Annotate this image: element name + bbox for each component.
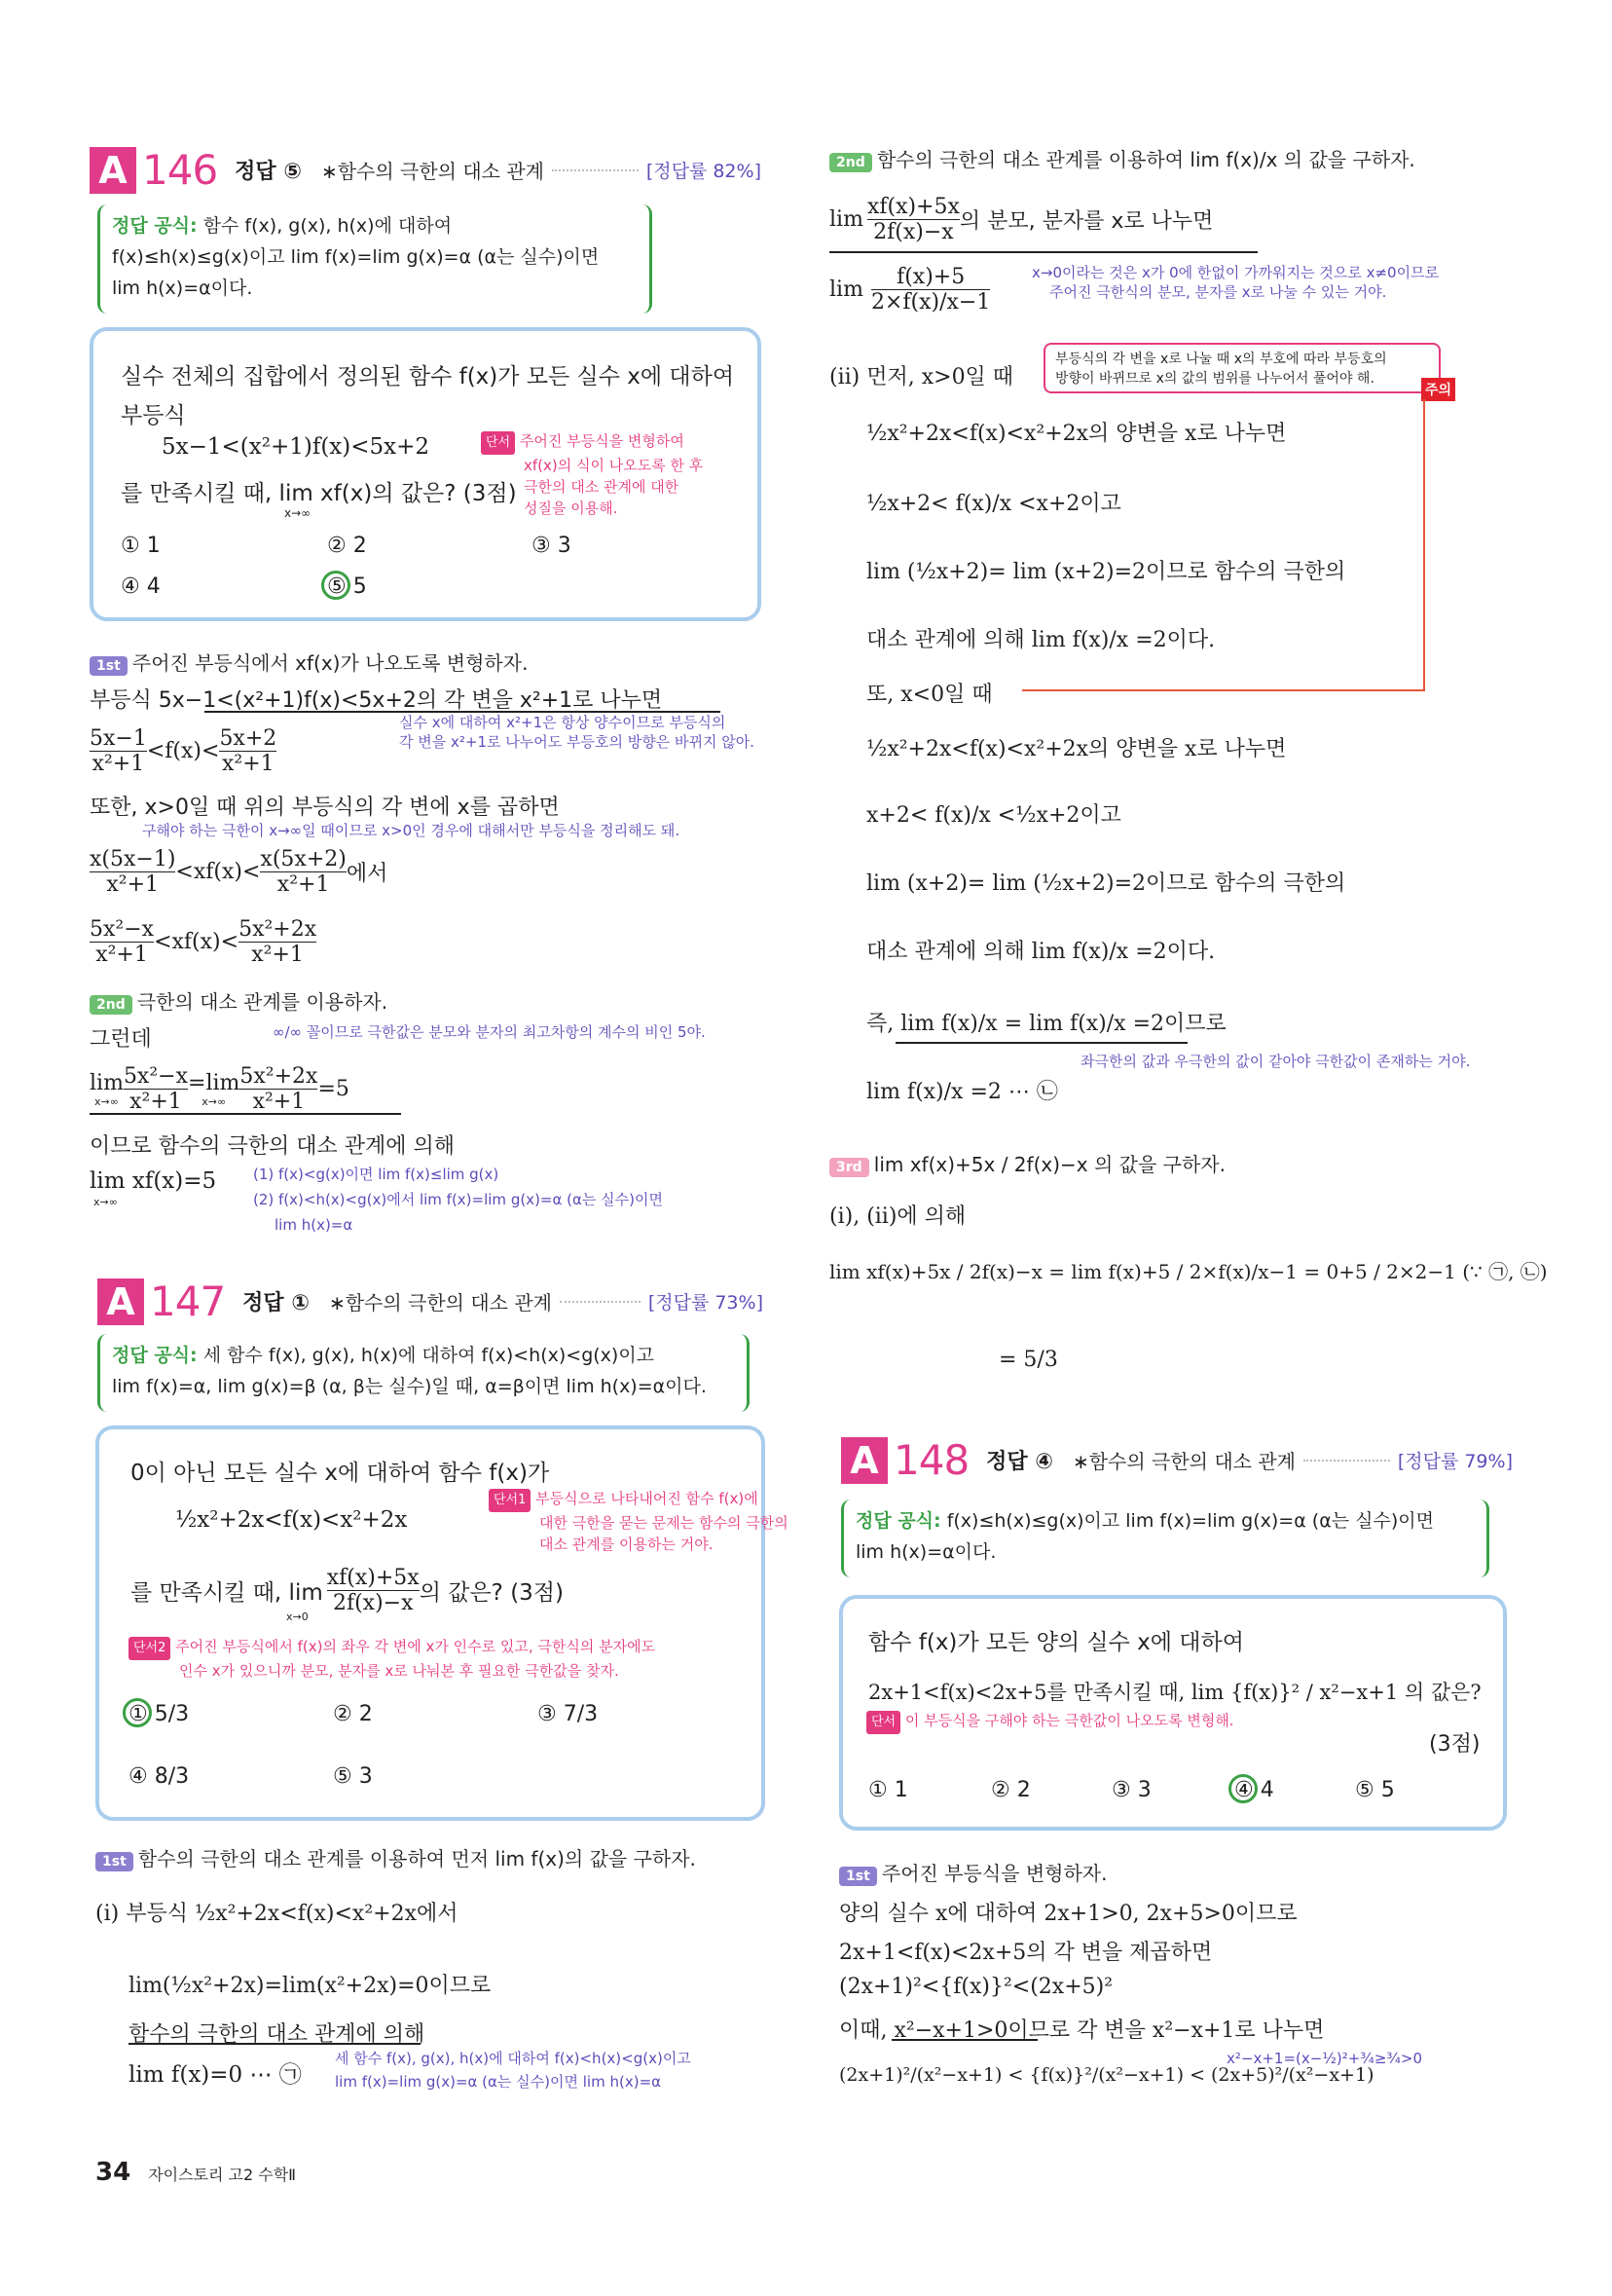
hint-text: 극한의 대소 관계에 대한 xyxy=(524,478,679,496)
lim-text: lim xyxy=(829,207,863,232)
question-text: 부등식 xyxy=(121,403,186,428)
formula-label: 정답 공식: xyxy=(112,215,198,237)
denominator: x²+1 xyxy=(124,1089,188,1114)
formula-box xyxy=(97,204,652,314)
problem-148-header xyxy=(841,1436,1513,1484)
step-title: 극한의 대소 관계를 이용하자. xyxy=(136,990,388,1014)
solution-line: (2x+1)²/(x²−x+1) < {f(x)}²/(x²−x+1) < (2x+5)²/(x²−x+1) xyxy=(839,2064,1374,2086)
fraction xyxy=(90,917,154,967)
numerator: xf(x)+5x xyxy=(866,195,960,219)
result-line: lim f(x)/x =2 ⋯ ㉡ xyxy=(866,1080,1058,1104)
choice-2[interactable]: ② 2 xyxy=(327,534,367,558)
fraction xyxy=(124,1064,188,1114)
step-badge: 2nd xyxy=(90,995,132,1015)
limit-subscript: x→0 xyxy=(286,1611,309,1623)
question-inequality: 5x−1<(x²+1)f(x)<5x+2 xyxy=(162,434,430,460)
note-text: lim h(x)=α xyxy=(275,1216,353,1234)
question-inequality: ½x²+2x<f(x)<x²+2x xyxy=(175,1507,408,1533)
numerator: x(5x−1) xyxy=(90,847,176,871)
choice-5[interactable]: ⑤ 3 xyxy=(333,1764,373,1789)
problem-box xyxy=(839,1595,1507,1831)
formula-line: lim h(x)=α이다. xyxy=(856,1541,997,1563)
numerator: 5x²+2x xyxy=(239,1064,318,1089)
limit-operator xyxy=(188,1071,239,1108)
solution-line: lim(½x²+2x)=lim(x²+2x)=0이므로 xyxy=(128,1974,492,1998)
numerator: 5x−1 xyxy=(90,726,147,751)
formula-label: 정답 공식: xyxy=(856,1510,941,1532)
answer-label: 정답 ④ xyxy=(986,1450,1053,1474)
limit-value: =5 xyxy=(317,1077,349,1101)
problem-box xyxy=(90,327,761,621)
formula-label: 정답 공식: xyxy=(112,1345,198,1366)
note-text: lim f(x)=lim g(x)=α (α는 실수)이면 lim h(x)=α xyxy=(335,2073,662,2091)
hint-text: xf(x)의 식이 나오도록 한 후 xyxy=(524,457,704,474)
step-title: 함수의 극한의 대소 관계를 이용하여 먼저 lim f(x)의 값을 구하자. xyxy=(137,1847,696,1870)
inequality-fraction xyxy=(90,847,387,897)
solution-line: 이므로 함수의 극한의 대소 관계에 의해 xyxy=(90,1134,455,1159)
correct-rate: [정답률 82%] xyxy=(645,161,761,182)
choice-3[interactable]: ③ 7/3 xyxy=(537,1702,599,1726)
page-number: 34 xyxy=(95,2158,131,2187)
choice-2[interactable]: ② 2 xyxy=(333,1702,373,1726)
question-text: 2x+1<f(x)<2x+5를 만족시킬 때, lim {f(x)}² / x²−x+1 의 값은? xyxy=(868,1681,1482,1704)
numerator: xf(x)+5x xyxy=(326,1566,420,1590)
numerator: 5x²+2x xyxy=(238,917,317,942)
problem-146-header xyxy=(90,146,761,194)
step-1-heading xyxy=(90,648,528,676)
step-badge: 3rd xyxy=(829,1158,869,1177)
step-2-heading xyxy=(829,144,1415,172)
hint-block xyxy=(489,1488,788,1555)
solution-line: 그런데 xyxy=(90,1027,152,1052)
limit-division-line xyxy=(829,195,1213,244)
denominator: 2×f(x)/x−1 xyxy=(870,290,991,315)
warning-text: 부등식의 각 변을 x로 나눌 때 x의 부호에 따라 부등호의 xyxy=(1055,352,1387,367)
numerator: x(5x+2) xyxy=(260,847,347,871)
page-footer xyxy=(95,2158,296,2187)
side-note xyxy=(1032,263,1439,302)
denominator: x²+1 xyxy=(90,942,154,967)
solution-line: (2x+1)²<{f(x)}²<(2x+5)² xyxy=(839,1975,1114,1999)
denominator: x²+1 xyxy=(239,1089,317,1114)
solution-line: 즉, lim f(x)/x = lim f(x)/x =2이므로 xyxy=(866,1012,1227,1036)
choice-3[interactable]: ③ 3 xyxy=(1112,1778,1152,1802)
solution-line: 2x+1<f(x)<2x+5의 각 변을 제곱하면 xyxy=(839,1941,1213,1965)
step-title: 주어진 부등식을 변형하자. xyxy=(881,1862,1108,1885)
step-badge: 1st xyxy=(90,656,128,676)
hint-block xyxy=(481,430,703,519)
choice-3[interactable]: ③ 3 xyxy=(531,534,571,558)
warning-box xyxy=(1044,343,1441,393)
step-title: lim xf(x)+5x / 2f(x)−x 의 값을 구하자. xyxy=(873,1153,1226,1176)
note-text: 실수 x에 대하여 x²+1은 항상 양수이므로 부등식의 xyxy=(399,714,726,731)
problem-letter-badge: A xyxy=(97,1278,144,1325)
solution-line: 양의 실수 x에 대하여 2x+1>0, 2x+5>0이므로 xyxy=(839,1902,1298,1926)
inequality-middle: <xf(x)< xyxy=(154,930,239,954)
question-text: 를 만족시킬 때, lim xf(x)의 값은? (3점) xyxy=(121,481,517,506)
limit-subscript: x→∞ xyxy=(284,506,311,520)
note-text: 세 함수 f(x), g(x), h(x)에 대하여 f(x)<h(x)<g(x)이고 xyxy=(335,2050,691,2067)
numerator: f(x)+5 xyxy=(897,265,966,289)
lim-sub: x→∞ xyxy=(94,1094,119,1108)
case-heading: (ii) 먼저, x>0일 때 xyxy=(829,365,1014,389)
hint-text: 인수 x가 있으니까 분모, 분자를 x로 나눠본 후 필요한 극한값을 찾자. xyxy=(179,1662,619,1680)
fraction xyxy=(327,1566,420,1615)
side-note: ∞/∞ 꼴이므로 극한값은 분모와 분자의 최고차항의 계수의 비인 5야. xyxy=(273,1023,706,1041)
lim-text: =lim xyxy=(188,1070,240,1095)
question-text: 함수 f(x)가 모든 양의 실수 x에 대하여 xyxy=(868,1630,1244,1655)
hint-tag: 단서 xyxy=(866,1711,900,1734)
step-2-heading xyxy=(90,986,387,1015)
problem-147-header xyxy=(97,1278,763,1325)
dotted-leader xyxy=(560,1301,641,1303)
denominator: 2f(x)−x xyxy=(327,1590,420,1615)
underline xyxy=(892,2039,1038,2041)
solution-line: lim (½x+2)= lim (x+2)=2이므로 함수의 극한의 xyxy=(866,560,1346,584)
numerator: 5x+2 xyxy=(219,726,277,751)
choice-1[interactable]: ① 1 xyxy=(121,534,161,558)
formula-line: 세 함수 f(x), g(x), h(x)에 대하여 f(x)<h(x)<g(x)이고 xyxy=(202,1345,655,1366)
dotted-leader xyxy=(552,169,639,171)
hint-text: 대한 극한을 묻는 문제는 함수의 극한의 xyxy=(539,1514,788,1532)
hint-text: 이 부등식을 구해야 하는 극한값이 나오도록 변형해. xyxy=(904,1712,1234,1729)
choice-1[interactable]: ① 1 xyxy=(868,1778,908,1802)
book-title: 자이스토리 고2 수학Ⅱ xyxy=(148,2166,297,2184)
suffix-text: 에서 xyxy=(346,862,388,886)
question-line xyxy=(130,1566,564,1615)
denominator: x²+1 xyxy=(219,751,276,776)
answer-label: 정답 ⑤ xyxy=(235,160,302,184)
denominator: x²+1 xyxy=(260,871,346,897)
side-note: 좌극한의 값과 우극한의 값이 같아야 극한값이 존재하는 거야. xyxy=(1081,1053,1471,1070)
question-text: 를 만족시킬 때, lim xyxy=(130,1580,323,1606)
step-1-heading xyxy=(839,1858,1107,1886)
numerator: 5x²−x xyxy=(123,1064,189,1089)
question-text: 실수 전체의 집합에서 정의된 함수 f(x)가 모든 실수 x에 대하여 xyxy=(121,364,735,389)
choice-4[interactable]: ④ 4 xyxy=(1234,1778,1274,1802)
limit-fraction-line xyxy=(829,265,990,315)
fraction xyxy=(238,917,316,967)
hint-text: 성질을 이용해. xyxy=(524,500,618,517)
choice-1[interactable]: ① 5/3 xyxy=(128,1702,190,1726)
fraction xyxy=(219,726,276,776)
connector-line xyxy=(1423,399,1425,691)
note-text: 주어진 극한식의 분모, 분자를 x로 나눌 수 있는 거야. xyxy=(1049,283,1387,301)
underline xyxy=(128,2043,421,2045)
problem-topic: ∗함수의 극한의 대소 관계 xyxy=(1072,1450,1296,1473)
limit-operator xyxy=(90,1071,124,1108)
problem-box xyxy=(95,1426,788,1821)
inequality-fraction xyxy=(90,917,316,967)
solution-line: ½x²+2x<f(x)<x²+2x의 양변을 x로 나누면 xyxy=(866,737,1287,761)
formula-line: f(x)≤h(x)≤g(x)이고 lim f(x)=lim g(x)=α (α는 실수)이면 xyxy=(112,246,600,268)
underline xyxy=(896,1042,1188,1044)
problem-number: 148 xyxy=(894,1436,970,1484)
warning-tag: 주의 xyxy=(1421,378,1455,401)
note-text: x→0이라는 것은 x가 0에 한없이 가까워지는 것으로 x≠0이므로 xyxy=(1032,264,1440,281)
hint-text: 부등식으로 나타내어진 함수 f(x)에 xyxy=(535,1490,758,1507)
denominator: 2f(x)−x xyxy=(867,219,960,244)
correct-rate: [정답률 79%] xyxy=(1397,1451,1513,1472)
connector-line xyxy=(1022,689,1425,691)
limit-equation xyxy=(90,1064,349,1114)
hint-text: 대소 관계를 이용하는 거야. xyxy=(539,1536,714,1553)
problem-number: 147 xyxy=(150,1278,226,1325)
formula-box xyxy=(841,1500,1489,1577)
choice-5[interactable]: ⑤ 5 xyxy=(327,574,367,599)
solution-line: ½x+2< f(x)/x <x+2이고 xyxy=(866,492,1121,516)
solution-line: 함수의 극한의 대소 관계에 의해 xyxy=(128,2022,425,2047)
solution-text: 의 분모, 분자를 x로 나누면 xyxy=(959,209,1214,234)
solution-line: 대소 관계에 의해 lim f(x)/x =2이다. xyxy=(866,940,1216,964)
underline xyxy=(829,251,1258,253)
solution-line: (i), (ii)에 의해 xyxy=(829,1204,967,1229)
lim-text: lim xyxy=(90,1070,124,1095)
hint-block xyxy=(866,1710,1234,1734)
problem-letter-badge: A xyxy=(90,147,136,194)
formula-line: f(x)≤h(x)≤g(x)이고 lim f(x)=lim g(x)=α (α는 실수)이면 xyxy=(946,1510,1434,1532)
solution-line: 부등식 5x−1<(x²+1)f(x)<5x+2의 각 변을 x²+1로 나누면 xyxy=(90,688,663,713)
result-line: = 5/3 xyxy=(999,1348,1058,1372)
fraction xyxy=(867,195,960,244)
inequality-middle: <f(x)< xyxy=(146,739,220,763)
step-badge: 2nd xyxy=(829,153,872,172)
solution-line: 또한, x>0일 때 위의 부등식의 각 변에 x를 곱하면 xyxy=(90,796,560,820)
denominator: x²+1 xyxy=(238,942,316,967)
solution-line: lim (x+2)= lim (½x+2)=2이므로 함수의 극한의 xyxy=(866,871,1346,896)
choice-5[interactable]: ⑤ 5 xyxy=(1355,1778,1395,1802)
side-note xyxy=(253,1165,663,1235)
note-text: (2) f(x)<h(x)<g(x)에서 lim f(x)=lim g(x)=α (α는 실수)이면 xyxy=(253,1191,663,1208)
problem-topic: ∗함수의 극한의 대소 관계 xyxy=(320,160,544,183)
hint-tag: 단서1 xyxy=(489,1489,531,1512)
formula-line: 함수 f(x), g(x), h(x)에 대하여 xyxy=(202,215,453,237)
hint-tag: 단서2 xyxy=(128,1637,170,1660)
question-text: 0이 아닌 모든 실수 x에 대하여 함수 f(x)가 xyxy=(130,1461,550,1486)
warning-text: 방향이 바뀌므로 x의 값의 범위를 나누어서 풀어야 해. xyxy=(1055,371,1374,387)
side-note xyxy=(335,2049,691,2092)
problem-letter-badge: A xyxy=(841,1437,888,1484)
inequality-fraction xyxy=(90,726,276,776)
hint-block xyxy=(128,1636,655,1682)
question-score: (3점) xyxy=(1429,1732,1481,1757)
solution-line: 이때, x²−x+1>0이므로 각 변을 x²−x+1로 나누면 xyxy=(839,2018,1325,2043)
inequality-middle: <xf(x)< xyxy=(175,860,261,884)
solution-line: (i) 부등식 ½x²+2x<f(x)<x²+2x에서 xyxy=(95,1902,458,1926)
note-text: (1) f(x)<g(x)이면 lim f(x)≤lim g(x) xyxy=(253,1166,499,1183)
step-badge: 1st xyxy=(839,1867,877,1886)
fraction xyxy=(260,847,346,897)
dotted-leader xyxy=(1303,1460,1390,1462)
problem-number: 146 xyxy=(142,146,218,194)
formula-line: lim f(x)=α, lim g(x)=β (α, β는 실수)일 때, α=β이면 lim h(x)=α이다. xyxy=(112,1376,707,1397)
side-note: 구해야 하는 극한이 x→∞일 때이므로 x>0인 경우에 대해서만 부등식을 정리해도 돼. xyxy=(142,822,680,839)
fraction xyxy=(90,726,147,776)
lim-sub: x→∞ xyxy=(202,1094,227,1108)
hint-text: 주어진 부등식에서 f(x)의 좌우 각 변에 x가 인수로 있고, 극한식의 분자에도 xyxy=(175,1638,656,1655)
note-text: 각 변을 x²+1로 나누어도 부등호의 방향은 바뀌지 않아. xyxy=(399,733,754,751)
side-note: x²−x+1=(x−½)²+¾≥¾>0 xyxy=(1227,2050,1423,2067)
choice-4[interactable]: ④ 8/3 xyxy=(128,1764,190,1789)
numerator: 5x²−x xyxy=(90,917,155,942)
underline xyxy=(90,1113,401,1115)
lim-text: lim xyxy=(829,278,863,302)
step-1-heading xyxy=(95,1843,696,1871)
step-title: 함수의 극한의 대소 관계를 이용하여 lim f(x)/x 의 값을 구하자. xyxy=(876,148,1415,171)
result-line: lim f(x)=0 ⋯ ㉠ xyxy=(128,2062,302,2088)
formula-box xyxy=(97,1334,750,1412)
step-title: 주어진 부등식에서 xf(x)가 나오도록 변형하자. xyxy=(131,651,529,675)
choice-4[interactable]: ④ 4 xyxy=(121,574,161,599)
step-badge: 1st xyxy=(95,1852,133,1871)
solution-line: lim xf(x)+5x / 2f(x)−x = lim f(x)+5 / 2×f(x)/x−1 = 0+5 / 2×2−1 (∵ ㉠, ㉡) xyxy=(829,1260,1548,1283)
solution-line: 대소 관계에 의해 lim f(x)/x =2이다. xyxy=(866,628,1216,652)
fraction xyxy=(90,847,175,897)
solution-line: x+2< f(x)/x <½x+2이고 xyxy=(866,803,1121,828)
formula-line: lim h(x)=α이다. xyxy=(112,278,253,299)
correct-rate: [정답률 73%] xyxy=(647,1292,763,1314)
choice-2[interactable]: ② 2 xyxy=(991,1778,1031,1802)
answer-label: 정답 ① xyxy=(242,1291,310,1315)
solution-line: ½x²+2x<f(x)<x²+2x의 양변을 x로 나누면 xyxy=(866,422,1287,446)
denominator: x²+1 xyxy=(90,751,147,776)
question-text: 의 값은? (3점) xyxy=(419,1580,564,1606)
result-line: lim xf(x)=5 xyxy=(90,1168,217,1194)
side-note xyxy=(399,713,754,752)
fraction xyxy=(871,265,990,315)
denominator: x²+1 xyxy=(90,871,175,897)
fraction xyxy=(239,1064,317,1114)
step-3-heading xyxy=(829,1149,1226,1177)
hint-text: 주어진 부등식을 변형하여 xyxy=(519,432,684,450)
problem-topic: ∗함수의 극한의 대소 관계 xyxy=(328,1291,552,1315)
hint-tag: 단서 xyxy=(481,431,515,455)
case-heading: 또, x<0일 때 xyxy=(866,683,993,707)
limit-subscript: x→∞ xyxy=(93,1196,118,1208)
